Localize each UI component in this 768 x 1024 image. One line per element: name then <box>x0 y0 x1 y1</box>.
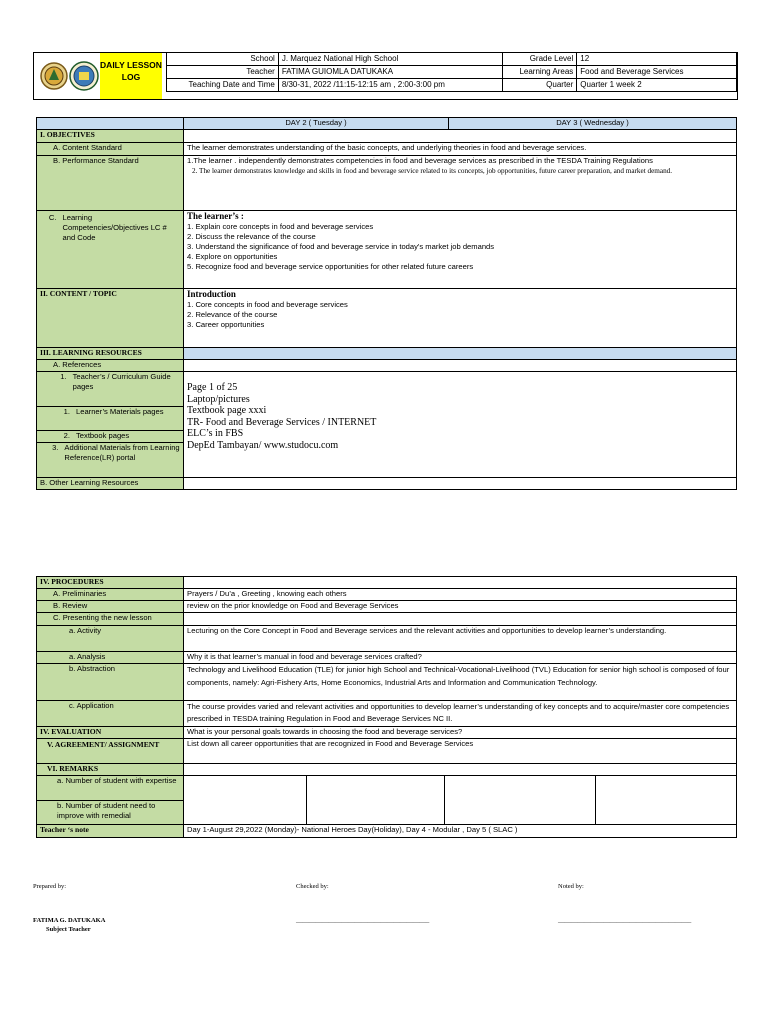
content-standard-row <box>37 143 737 156</box>
noted-by-signature-line: _________________________________________ <box>558 917 692 924</box>
teacher-role: Subject Teacher <box>46 926 91 933</box>
references-label: A. References <box>37 360 184 372</box>
activity-row <box>37 626 737 652</box>
resource-label: Additional Materials from Learning Reference(LR) portal <box>64 443 180 462</box>
review-label: B. Review <box>37 601 184 613</box>
abstraction-label: b. Abstraction <box>37 664 184 701</box>
competency-item: 4. Explore on opportunities <box>187 252 278 261</box>
content-item: 3. Career opportunities <box>187 320 265 329</box>
school-label: School <box>167 53 279 66</box>
resource-num: 3. <box>52 443 59 452</box>
resource-label-cell <box>37 372 184 407</box>
analysis-text: Why it is that learner’s manual in food and beverage services crafted? <box>184 652 737 664</box>
content-standard-label: A. Content Standard <box>37 143 184 156</box>
presenting-row <box>37 613 737 626</box>
agreement-label: V. AGREEMENT/ ASSIGNMENT <box>37 739 184 764</box>
teacher-name: FATIMA G. DATUKAKA <box>33 917 106 924</box>
performance-standard-label: B. Performance Standard <box>37 156 184 211</box>
competency-item: 3. Understand the significance of food and beverage service in today's market job demands <box>187 242 495 251</box>
performance-standard-row <box>37 156 737 211</box>
teaching-date-label: Teaching Date and Time <box>167 79 279 92</box>
resources-title: III. LEARNING RESOURCES <box>37 348 184 360</box>
resource-num: 1. <box>63 407 70 416</box>
grade-level-label: Grade Level <box>503 53 577 66</box>
school-seal-icon <box>34 53 100 99</box>
application-text: The course provides varied and relevant activities and opportunities to develop learner’s understanding of key concepts and to acquire/master core competencies prescribed in TESDA training Regulation in Food and Beverage Services NC II. <box>184 701 737 727</box>
application-row <box>37 701 737 727</box>
competencies-heading: The learner’s : <box>187 211 244 221</box>
procedures-table <box>36 576 737 838</box>
header-info-table <box>166 52 737 92</box>
competencies-row <box>37 211 737 289</box>
blank-cell <box>37 118 184 130</box>
content-item: 1. Core concepts in food and beverage services <box>187 300 348 309</box>
objectives-table <box>36 117 737 490</box>
teacher-value: FATIMA GUIOMLA DATUKAKA <box>278 66 503 79</box>
header-row <box>167 66 737 79</box>
activity-label: a. Activity <box>37 626 184 652</box>
blank-cell <box>184 613 737 626</box>
teacher-note-row <box>37 825 737 838</box>
resource-value: Laptop/pictures <box>187 393 250 405</box>
quarter-label: Quarter <box>503 79 577 92</box>
resources-values-cell <box>184 372 737 478</box>
procedures-title: IV. PROCEDURES <box>37 577 184 589</box>
resource-label: Learner’s Materials pages <box>76 407 164 416</box>
procedures-title-row <box>37 577 737 589</box>
resources-title-row <box>37 348 737 360</box>
abstraction-row <box>37 664 737 701</box>
agreement-text: List down all career opportunities that are recognized in Food and Beverage Services <box>184 739 737 764</box>
prepared-by-label: Prepared by: <box>33 883 67 890</box>
preliminaries-row <box>37 589 737 601</box>
blank-cell <box>184 348 737 360</box>
other-resources-row <box>37 478 737 490</box>
content-topic-row <box>37 289 737 348</box>
blank-cell <box>184 130 737 143</box>
resource-value: ELC’s in FBS <box>187 428 244 439</box>
resource-num: 2. <box>63 431 70 440</box>
agreement-row <box>37 739 737 764</box>
learning-areas-label: Learning Areas <box>503 66 577 79</box>
content-topic-cell <box>184 289 737 348</box>
performance-standard-text1: 1.The learner . independently demonstrates competencies in food and beverage services as prescribed in the TESDA Training Regulations <box>187 156 653 165</box>
remarks-day-cell <box>184 776 307 825</box>
other-resources-label: B. Other Learning Resources <box>37 478 184 490</box>
day3-header: DAY 3 ( Wednesday ) <box>449 118 737 130</box>
objectives-title-row <box>37 130 737 143</box>
resource-label: Textbook pages <box>76 431 130 440</box>
teacher-note-text: Day 1-August 29,2022 (Monday)- National Heroes Day(Holiday), Day 4 - Modular , Day 5 ( SLAC ) <box>184 825 737 838</box>
evaluation-label: IV. EVALUATION <box>37 727 184 739</box>
objectives-title: I. OBJECTIVES <box>37 130 184 143</box>
school-value: J. Marquez National High School <box>278 53 503 66</box>
content-heading: Introduction <box>187 289 236 299</box>
content-topic-title: II. CONTENT / TOPIC <box>37 289 184 348</box>
content-standard-text: The learner demonstrates understanding of the basic concepts, and underlying theories in food and beverage services. <box>184 143 737 156</box>
performance-standard-cell <box>184 156 737 211</box>
content-item: 2. Relevance of the course <box>187 310 278 319</box>
competencies-letter: C. <box>48 213 57 222</box>
competency-item: 2. Discuss the relevance of the course <box>187 232 316 241</box>
performance-standard-text2: 2. The learner demonstrates knowledge and skills in food and beverage service related to its concepts, job opportunities, future career preparation, and market demand. <box>192 167 673 175</box>
quarter-value: Quarter 1 week 2 <box>577 79 737 92</box>
review-text: review on the prior knowledge on Food and Beverage Services <box>184 601 737 613</box>
references-row <box>37 360 737 372</box>
competencies-label-cell <box>37 211 184 289</box>
review-row <box>37 601 737 613</box>
grade-level-value: 12 <box>577 53 737 66</box>
remarks-day-cell <box>445 776 596 825</box>
remarks-day-cell <box>307 776 445 825</box>
day-header-row <box>37 118 737 130</box>
resource-label-cell <box>37 407 184 431</box>
resource-value: DepEd Tambayan/ www.studocu.com <box>187 439 339 451</box>
resource-value: TR- Food and Beverage Services / INTERNET <box>187 416 377 428</box>
resource-value: Page 1 of 25 <box>187 382 238 393</box>
checked-by-signature-line: _________________________________________ <box>296 917 430 924</box>
abstraction-text: Technology and Livelihood Education (TLE) for junior high School and Technical-Vocational-Livelihood (TVL) Education for senior high school is composed of four components, namely: Agri-Fishery Arts, Home Economics, Industrial Arts and Information and Communication Technology. <box>184 664 737 701</box>
evaluation-row <box>37 727 737 739</box>
noted-by-label: Noted by: <box>558 883 584 890</box>
remarks-row <box>37 764 737 776</box>
resource-num: 1. <box>60 372 67 381</box>
blank-cell <box>184 478 737 490</box>
checked-by-label: Checked by: <box>296 883 329 890</box>
remarks-day-cell <box>596 776 737 825</box>
competency-item: 1. Explain core concepts in food and beverage services <box>187 222 374 231</box>
activity-text: Lecturing on the Core Concept in Food and Beverage services and the relevant activities and opportunities to develop learner’s understanding. <box>184 626 737 652</box>
blank-cell <box>184 764 737 776</box>
day2-header: DAY 2 ( Tuesday ) <box>184 118 449 130</box>
analysis-row <box>37 652 737 664</box>
teacher-note-label: Teacher ‘s note <box>37 825 184 838</box>
expertise-label: a. Number of student with expertise <box>37 776 184 801</box>
teaching-date-value: 8/30-31, 2022 /11:15-12:15 am , 2:00-3:00 pm <box>278 79 503 92</box>
resource-label: Teacher’s / Curriculum Guide pages <box>72 372 171 391</box>
remedial-label: b. Number of student need to improve with remedial <box>37 801 184 825</box>
preliminaries-label: A. Preliminaries <box>37 589 184 601</box>
competencies-cell <box>184 211 737 289</box>
evaluation-text: What is your personal goals towards in choosing the food and beverage services? <box>184 727 737 739</box>
competency-item: 5. Recognize food and beverage service opportunities for other related future careers <box>187 262 474 271</box>
blank-cell <box>184 577 737 589</box>
daily-lesson-log-title: DAILY LESSON LOG <box>100 53 162 99</box>
resource-label-cell <box>37 443 184 478</box>
resource-row <box>37 372 737 407</box>
blank-cell <box>184 360 737 372</box>
preliminaries-text: Prayers / Du’a , Greeting , knowing each others <box>184 589 737 601</box>
resource-label-cell <box>37 431 184 443</box>
learning-areas-value: Food and Beverage Services <box>577 66 737 79</box>
resource-value: Textbook page xxxi <box>187 405 267 416</box>
analysis-label: a. Analysis <box>37 652 184 664</box>
expertise-row <box>37 776 737 801</box>
presenting-label: C. Presenting the new lesson <box>37 613 184 626</box>
competencies-label: Learning Competencies/Objectives LC # and Code <box>62 213 167 242</box>
header-row <box>167 79 737 92</box>
application-label: c. Application <box>37 701 184 727</box>
logo-area <box>34 53 100 99</box>
remarks-label: VI. REMARKS <box>37 764 184 776</box>
teacher-label: Teacher <box>167 66 279 79</box>
header-row <box>167 53 737 66</box>
